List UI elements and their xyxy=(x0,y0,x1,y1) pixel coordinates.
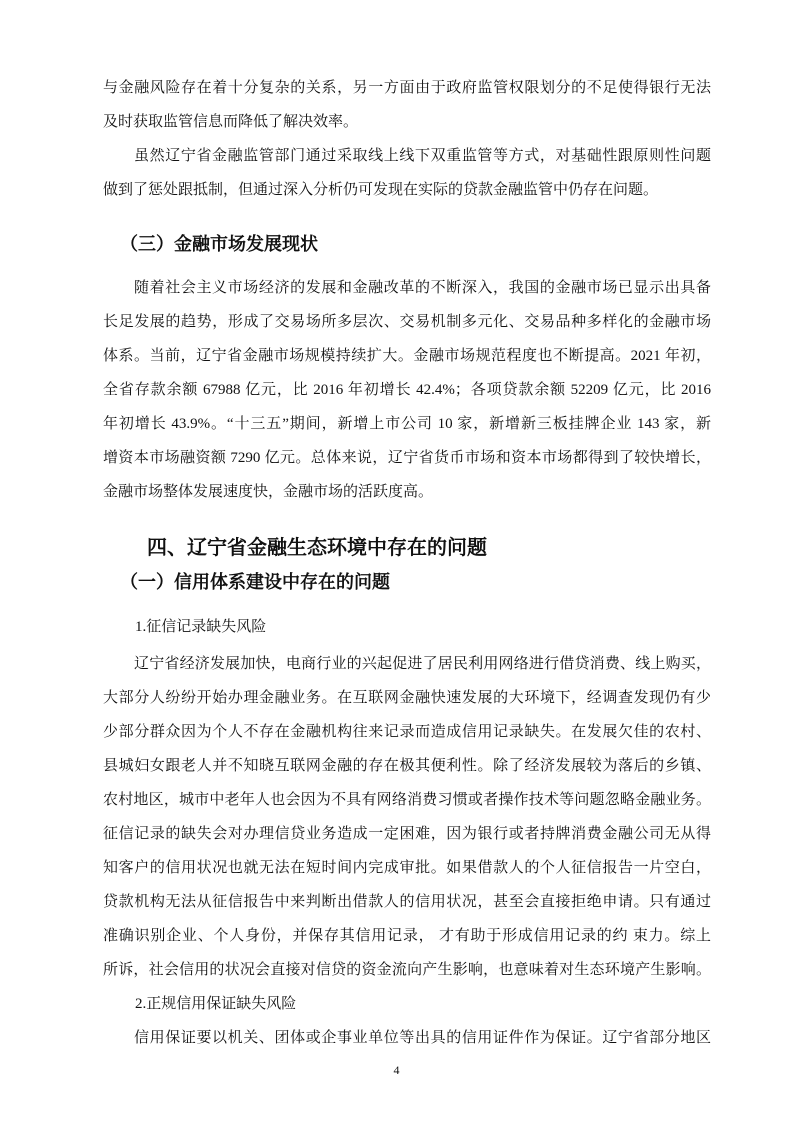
text-line: 体系。当前，辽宁省金融市场规模持续扩大。金融市场规范程度也不断提高。2021 年初， xyxy=(103,348,711,364)
text-line: 贷款机构无法从征信报告中来判断出借款人的信用状况，甚至会直接拒绝申请。只有通过 xyxy=(103,894,711,910)
page-number: 4 xyxy=(393,1063,400,1077)
paragraph-market xyxy=(103,271,711,509)
text-line: 知客户的信用状况也就无法在短时间内完成审批。如果借款人的个人征信报告一片空白， xyxy=(103,860,711,876)
text-line: 虽然辽宁省金融监管部门通过采取线上线下双重监管等方式，对基础性跟原则性问题 xyxy=(134,148,711,164)
text-line: 农村地区，城市中老年人也会因为不具有网络消费习惯或者操作技术等问题忽略金融业务。 xyxy=(103,792,711,808)
text-line: 增资本市场融资额 7290 亿元。总体来说，辽宁省货币市场和资本市场都得到了较快增长， xyxy=(103,450,711,466)
text-line: 及时获取监管信息而降低了解决效率。 xyxy=(103,114,359,130)
chapter-heading: 四、辽宁省金融生态环境中存在的问题 xyxy=(147,535,487,559)
text-line: 少部分群众因为个人不存在金融机构往来记录而造成信用记录缺失。在发展欠佳的农村、 xyxy=(103,724,711,740)
item-heading: 1.征信记录缺失风险 xyxy=(135,619,267,635)
item-heading: 2.正规信用保证缺失风险 xyxy=(135,996,297,1012)
paragraph-credit-records xyxy=(103,647,711,987)
section-heading: （一）信用体系建设中存在的问题 xyxy=(120,572,390,593)
page-body xyxy=(103,71,711,1055)
text-line: 长足发展的趋势，形成了交易场所多层次、交易机制多元化、交易品种多样化的金融市场 xyxy=(103,314,711,330)
text-line: 年初增长 43.9%。“十三五”期间，新增上市公司 10 家，新增新三板挂牌企业 143 家，新 xyxy=(103,416,711,432)
text-line: 大部分人纷纷开始办理金融业务。在互联网金融快速发展的大环境下，经调查发现仍有少 xyxy=(103,690,711,706)
text-line: 与金融风险存在着十分复杂的关系，另一方面由于政府监管权限划分的不足使得银行无法 xyxy=(103,80,711,96)
paragraph-credit-guarantee xyxy=(103,1021,711,1055)
text-line: 信用保证要以机关、团体或企事业单位等出具的信用证件作为保证。辽宁省部分地区 xyxy=(134,1030,711,1046)
text-line: 辽宁省经济发展加快，电商行业的兴起促进了居民利用网络进行借贷消费、线上购买， xyxy=(134,656,711,672)
text-line: 随着社会主义市场经济的发展和金融改革的不断深入，我国的金融市场已显示出具备 xyxy=(134,280,711,296)
text-line: 金融市场整体发展速度快，金融市场的活跃度高。 xyxy=(103,484,434,500)
paragraph-continuation xyxy=(103,71,711,139)
text-line: 做到了惩处跟抵制，但通过深入分析仍可发现在实际的贷款金融监管中仍存在问题。 xyxy=(103,182,659,198)
text-line: 所诉，社会信用的状况会直接对信贷的资金流向产生影响，也意味着对生态环境产生影响。 xyxy=(103,962,711,978)
text-line: 准确识别企业、个人身份，并保存其信用记录， 才有助于形成信用记录的约 束力。综上 xyxy=(103,928,711,944)
text-line: 征信记录的缺失会对办理信贷业务造成一定困难，因为银行或者持牌消费金融公司无从得 xyxy=(103,826,711,842)
text-line: 全省存款余额 67988 亿元，比 2016 年初增长 42.4%；各项贷款余额 52209 亿元，比 2016 xyxy=(103,382,711,398)
paragraph-supervision xyxy=(103,139,711,207)
text-line: 县城妇女跟老人并不知晓互联网金融的存在极其便利性。除了经济发展较为落后的乡镇、 xyxy=(103,758,711,774)
section-heading: （三）金融市场发展现状 xyxy=(120,234,318,255)
